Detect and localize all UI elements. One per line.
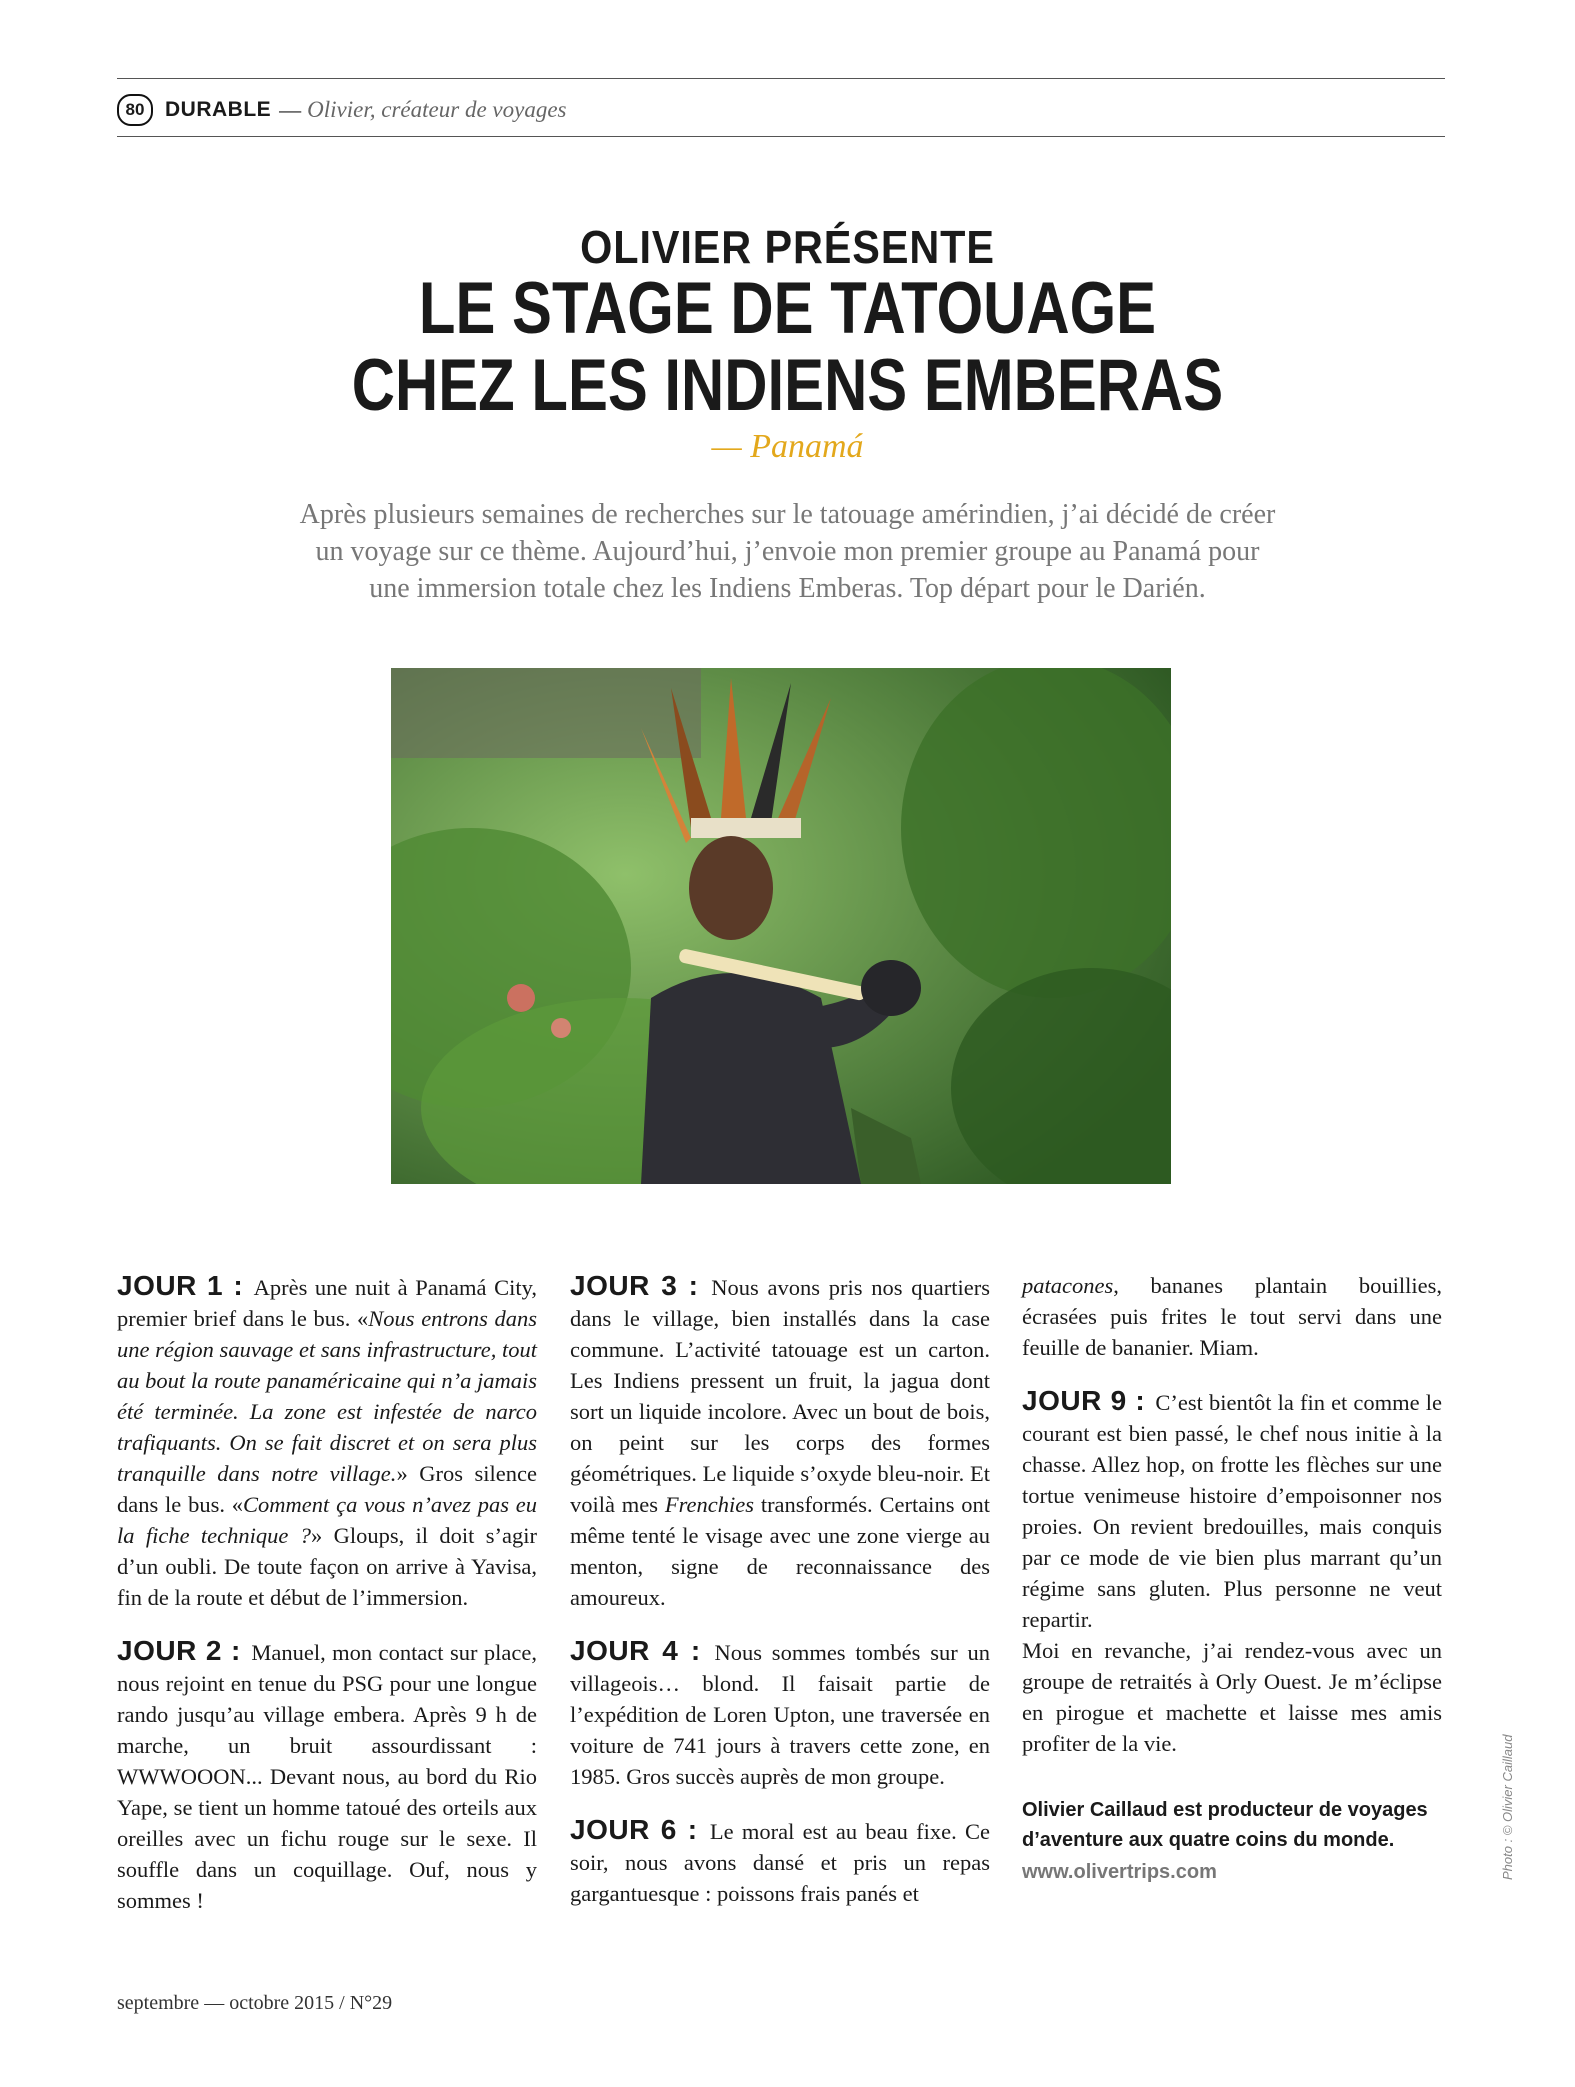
day-9-text: C’est bientôt la fin et comme le courant est bien passé, le chef nous initie à la chasse. Allez hop, on frotte les flèches sur une tortue venimeuse histoire d’empoisonner nos proies. On revient bredouilles, mais conquis par ce mode de vie bien plus marrant qu’un régime sans gluten. Plus personne ne veut repartir. <box>1022 1390 1443 1632</box>
day-6-paragraph <box>570 1814 990 1909</box>
article-lede <box>200 496 1375 607</box>
day-4-text: Nous sommes tombés sur un villageois… blond. Il faisait partie de l’expédition de Loren Upton, une traversée en voiture de 741 jours à travers cette zone, en 1985. Gros succès auprès de mon groupe. <box>570 1640 991 1789</box>
page-header <box>117 88 566 132</box>
article-kicker: OLIVIER PRÉSENTE <box>580 221 995 273</box>
day-3-text-b: transformés. Certains ont même tenté le visage avec une zone vierge au menton, signe de reconnaissance des amoureux. <box>570 1492 991 1610</box>
page-number: 80 <box>117 94 153 126</box>
day-1-text-a: Après une nuit à Panamá City, premier brief dans le bus. « <box>117 1275 537 1331</box>
day-3-text-a: Nous avons pris nos quartiers dans le village, bien installés dans la case commune. L’activité tatouage est un carton. Les Indiens pressent un fruit, la jagua dont sort un liquide incolore. Avec un bout de bois, on peint sur les corps des formes géométriques. Le liquide s’oxyde bleu-noir. Et voilà mes <box>570 1275 991 1517</box>
header-dash: — <box>279 97 302 122</box>
header-subtitle: Olivier, créateur de voyages <box>307 97 567 122</box>
day-3-paragraph <box>570 1270 990 1613</box>
day-3-label: JOUR 3 : <box>570 1270 699 1301</box>
day-9-paragraph-2: Moi en revanche, j’ai rendez-vous avec un groupe de retraités à Orly Ouest. Je m’éclipse en pirogue et machette et laisse mes amis profiter de la vie. <box>1022 1638 1442 1756</box>
lede-line: une immersion totale chez les Indiens Emberas. Top départ pour le Darién. <box>369 573 1206 604</box>
day-1-text-b: » Gros silence dans le bus. « <box>117 1461 538 1517</box>
day-2-paragraph <box>117 1635 537 1916</box>
header-rule-bottom <box>117 136 1445 137</box>
day-2-text: Manuel, mon contact sur place, nous rejoint en tenue du PSG pour une longue rando jusqu’au village embera. Après 9 h de marche, un bruit assourdissant : WWWOOON... Devant nous, au bord du Rio Yape, se tient un homme tatoué des orteils aux oreilles avec un fichu rouge sur le sexe. Il souffle dans un coquillage. Ouf, nous y sommes ! <box>117 1640 538 1913</box>
article-title-line-2: CHEZ LES INDIENS EMBERAS <box>351 345 1224 426</box>
day-1-label: JOUR 1 : <box>117 1270 244 1301</box>
lede-line: Après plusieurs semaines de recherches sur le tatouage amérindien, j’ai décidé de créer <box>299 499 1276 530</box>
article-location: — Panamá <box>711 428 864 465</box>
day-1-quote-b: Comment ça vous n’avez pas eu la fiche technique ? <box>117 1492 537 1548</box>
article-photo <box>391 668 1171 1184</box>
day-6-continued <box>1022 1270 1442 1363</box>
day-6-text: Le moral est au beau fixe. Ce soir, nous avons dansé et pris un repas gargantuesque : poissons frais panés et <box>570 1819 991 1906</box>
day-4-paragraph <box>570 1635 990 1792</box>
lede-line: un voyage sur ce thème. Aujourd’hui, j’envoie mon premier groupe au Panamá pour <box>315 536 1260 567</box>
day-1-paragraph <box>117 1270 537 1613</box>
author-website-link[interactable]: www.olivertrips.com <box>1022 1861 1217 1883</box>
text-column-3 <box>1022 1270 1442 1888</box>
text-column-1 <box>117 1270 537 1938</box>
day-6-italic: patacones <box>1022 1273 1114 1298</box>
day-4-label: JOUR 4 : <box>570 1635 701 1666</box>
page-footer: septembre — octobre 2015 / N°29 <box>117 1992 393 2014</box>
day-3-italic: Frenchies <box>664 1492 754 1517</box>
day-6-text-cont: , bananes plantain bouillies, écrasées puis frites le tout servi dans une feuille de bananier. Miam. <box>1022 1273 1442 1360</box>
day-6-label: JOUR 6 : <box>570 1814 698 1845</box>
photo-credit: Photo : © Olivier Caillaud <box>1500 1734 1515 1880</box>
day-2-label: JOUR 2 : <box>117 1635 241 1666</box>
author-bio: Olivier Caillaud est producteur de voyages d’aventure aux quatre coins du monde. <box>1022 1799 1428 1851</box>
article-title-line-1: LE STAGE DE TATOUAGE <box>418 268 1157 349</box>
day-1-text-c: » Gloups, il doit s’agir d’un oubli. De toute façon on arrive à Yavisa, fin de la route et début de l’immersion. <box>117 1523 537 1610</box>
header-rule-top <box>117 78 1445 79</box>
day-9-label: JOUR 9 : <box>1022 1385 1146 1416</box>
section-label: DURABLE <box>165 98 272 121</box>
text-column-2 <box>570 1270 990 1931</box>
day-9-paragraph <box>1022 1385 1442 1635</box>
day-1-quote-a: Nous entrons dans une région sauvage et sans infrastructure, tout au bout la route panaméricaine qui n’a jamais été terminée. La zone est infestée de narco trafiquants. On se fait discret et on sera plus tranquille dans notre village. <box>117 1306 538 1486</box>
